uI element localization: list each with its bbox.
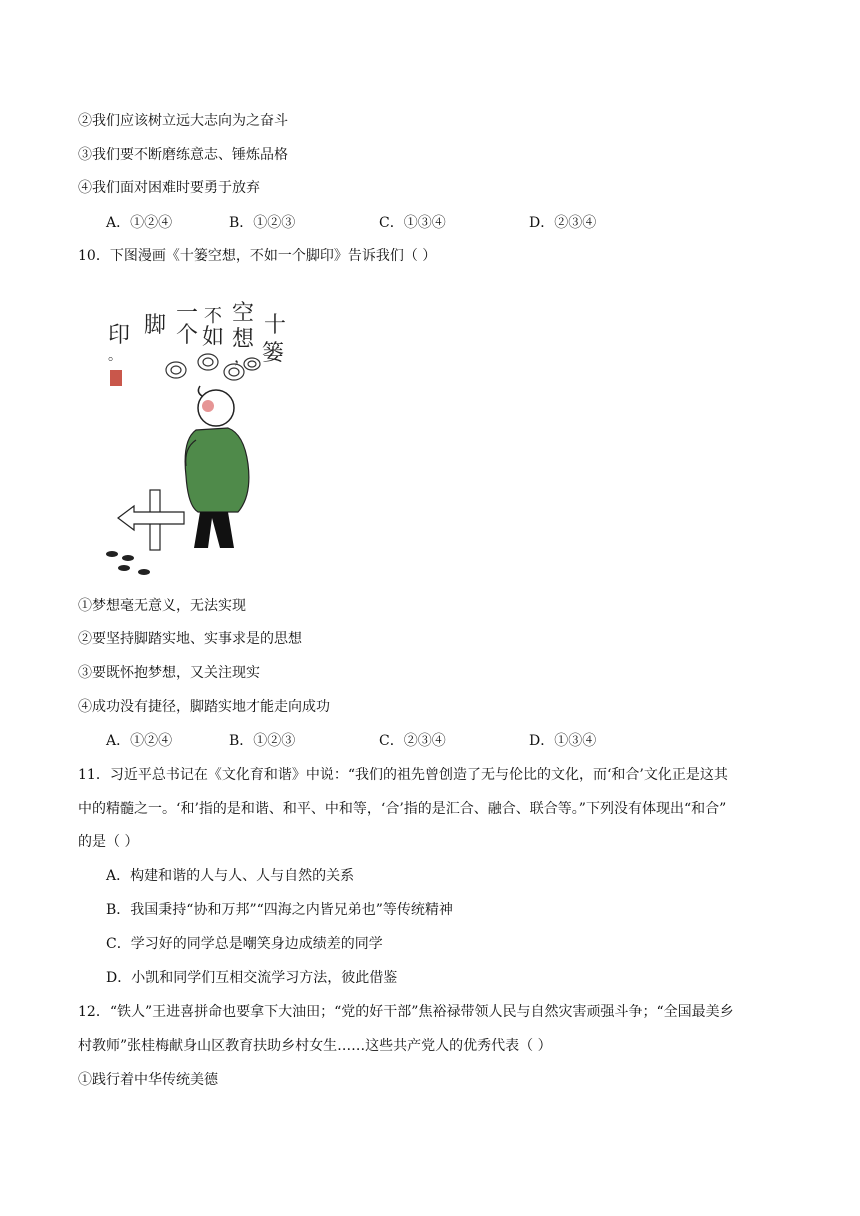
q9-option-d: D．②③④ [529, 215, 597, 231]
q10-option-a: A．①②④ [106, 733, 173, 749]
q12-statement-1: ①践行着中华传统美德 [78, 1072, 218, 1088]
caption-char: 如 [202, 325, 225, 350]
q9-statement-2: ②我们应该树立远大志向为之奋斗 [78, 113, 288, 129]
q9-statement-4: ④我们面对困难时要勇于放弃 [78, 180, 260, 196]
caption-char: ， [234, 347, 251, 366]
q9-statement-3: ③我们要不断磨练意志、锤炼品格 [78, 147, 288, 163]
caption-char: 不 [204, 306, 222, 327]
q10-statement-3: ③要既怀抱梦想，又关注现实 [78, 665, 260, 681]
q10-option-d: D．①③④ [529, 733, 597, 749]
q11-stem-line-2: 中的精髓之一。‘和’指的是和谐、和平、中和等，‘合’指的是汇合、融合、联合等。”下列没有体现出“和合” [78, 801, 727, 817]
caption-char: 空 [232, 301, 255, 326]
q9-option-b: B．①②③ [229, 215, 296, 231]
figure-cheek [202, 400, 214, 412]
q10-statement-2: ②要坚持脚踏实地、实事求是的思想 [78, 631, 302, 647]
caption-char: 印 [108, 323, 131, 348]
q10-statement-1: ①梦想毫无意义，无法实现 [78, 598, 246, 614]
seal-stamp [110, 370, 122, 386]
cartoon-illustration [104, 290, 304, 580]
q11-option-a: A．构建和谐的人与人、人与自然的关系 [106, 868, 355, 884]
q11-stem-line-1: 11．习近平总书记在《文化育和谐》中说：“我们的祖先曾创造了无与伦比的文化，而‘和合’文化正是这其 [78, 767, 728, 783]
q11-option-c: C．学习好的同学总是嘲笑身边成绩差的同学 [106, 936, 383, 952]
caption-char: 。 [108, 348, 122, 364]
q10-option-c: C．②③④ [379, 733, 446, 749]
figure-legs [194, 512, 234, 548]
q11-option-d: D．小凯和同学们互相交流学习方法，彼此借鉴 [106, 970, 398, 986]
caption-char: 一 [176, 301, 199, 326]
q12-stem-line-1: 12．“铁人”王进喜拼命也要拿下大油田；“党的好干部”焦裕禄带领人民与自然灾害顽强斗争；“全国最美乡 [78, 1004, 734, 1020]
q11-stem-line-3: 的是（ ） [78, 834, 139, 850]
footprints [106, 551, 150, 575]
q10-statement-4: ④成功没有捷径，脚踏实地才能走向成功 [78, 699, 330, 715]
q10-option-b: B．①②③ [229, 733, 296, 749]
caption-char: 十 [264, 313, 287, 338]
q12-stem-line-2: 村教师”张桂梅献身山区教育扶助乡村女生……这些共产党人的优秀代表（ ） [78, 1038, 552, 1054]
q9-option-c: C．①③④ [379, 215, 446, 231]
q11-option-b: B．我国秉持“协和万邦”“四海之内皆兄弟也”等传统精神 [106, 902, 453, 918]
caption-char: 想 [232, 327, 255, 352]
caption-char: 篓 [262, 341, 285, 366]
q10-stem: 10．下图漫画《十篓空想，不如一个脚印》告诉我们（ ） [78, 248, 437, 264]
caption-char: 脚 [144, 313, 167, 338]
q9-option-a: A．①②④ [106, 215, 173, 231]
caption-char: 个 [176, 323, 199, 348]
